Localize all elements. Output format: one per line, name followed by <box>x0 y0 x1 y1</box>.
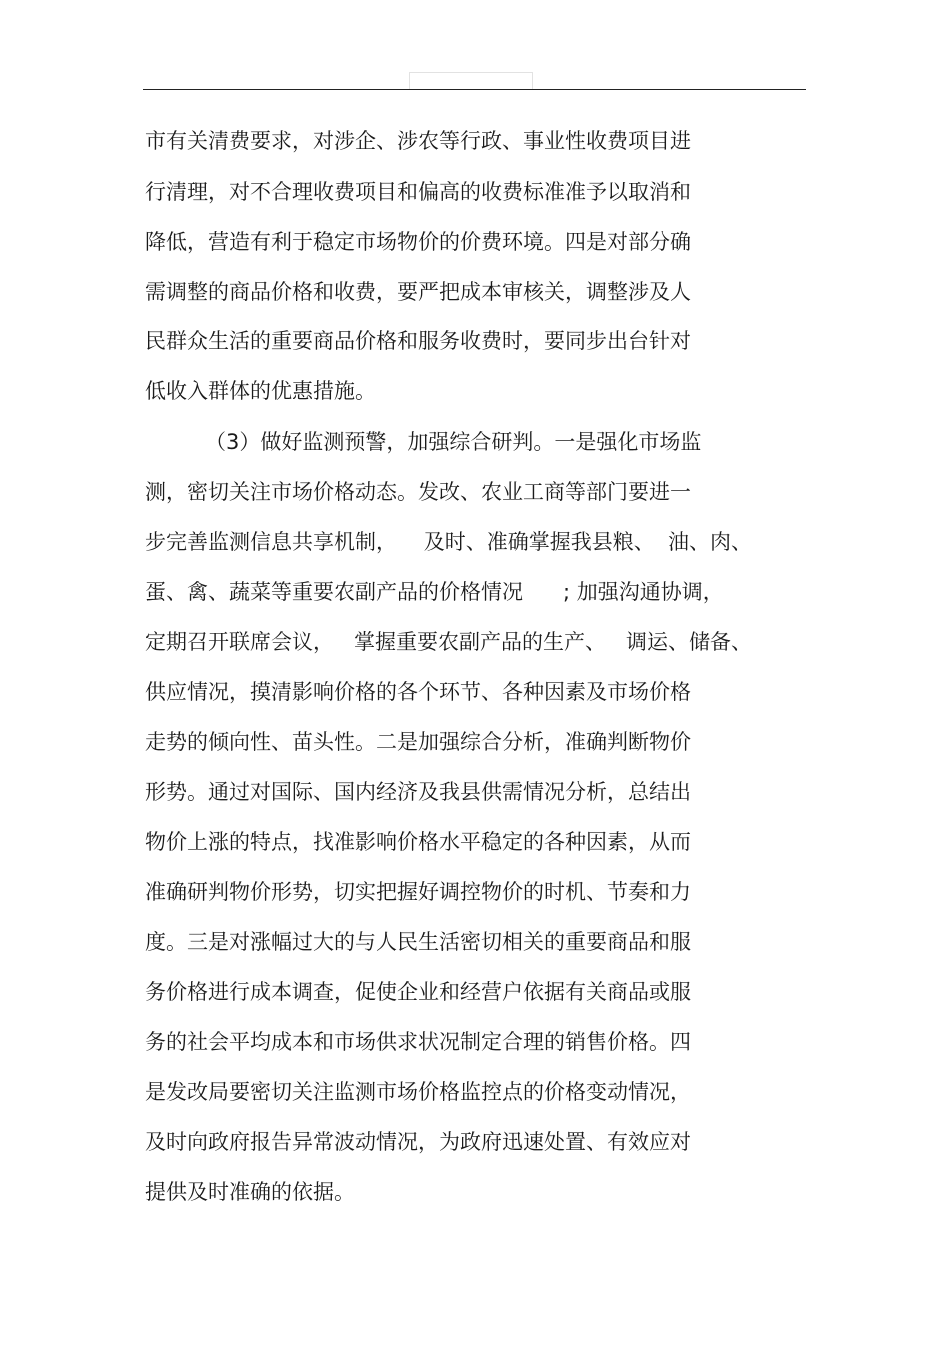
text-line: 及时向政府报告异常波动情况，为政府迅速处置、有效应对 <box>145 1130 691 1154</box>
text-line: 步完善监测信息共享机制， 及时、准确掌握我县粮、 油、肉、 <box>145 530 753 554</box>
text-line: 蛋、禽、蔬菜等重要农副产品的价格情况 ; 加强沟通协调， <box>145 580 724 604</box>
text-line: 供应情况，摸清影响价格的各个环节、各种因素及市场价格 <box>145 680 691 704</box>
text-line: 低收入群体的优惠措施。 <box>145 379 376 403</box>
text-line: 务的社会平均成本和市场供求状况制定合理的销售价格。四 <box>145 1030 691 1054</box>
text-line: 走势的倾向性、苗头性。二是加强综合分析，准确判断物价 <box>145 730 691 754</box>
text-line: 度。三是对涨幅过大的与人民生活密切相关的重要商品和服 <box>145 930 691 954</box>
text-line: 降低，营造有利于稳定市场物价的价费环境。四是对部分确 <box>145 230 691 254</box>
text-line: 务价格进行成本调查，促使企业和经营户依据有关商品或服 <box>145 980 691 1004</box>
text-line: 准确研判物价形势，切实把握好调控物价的时机、节奏和力 <box>145 880 691 904</box>
header-rule <box>143 89 806 90</box>
text-line: 物价上涨的特点，找准影响价格水平稳定的各种因素，从而 <box>145 830 691 854</box>
text-line: 形势。通过对国际、国内经济及我县供需情况分析，总结出 <box>145 780 691 804</box>
page-header-tab <box>409 72 533 89</box>
text-line: 市有关清费要求，对涉企、涉农等行政、事业性收费项目进 <box>145 129 691 153</box>
text-line: 民群众生活的重要商品价格和服务收费时，要同步出台针对 <box>145 329 691 353</box>
text-line: 需调整的商品价格和收费，要严把成本审核关，调整涉及人 <box>145 280 691 304</box>
text-line: 行清理，对不合理收费项目和偏高的收费标准准予以取消和 <box>145 180 691 204</box>
text-line: 提供及时准确的依据。 <box>145 1180 355 1204</box>
text-line: 是发改局要密切关注监测市场价格监控点的价格变动情况， <box>145 1080 691 1104</box>
text-line: 定期召开联席会议， 掌握重要农副产品的生产、 调运、储备、 <box>145 630 753 654</box>
text-line: 测，密切关注市场价格动态。发改、农业工商等部门要进一 <box>145 480 691 504</box>
text-line: （3）做好监测预警，加强综合研判。一是强化市场监 <box>205 430 702 454</box>
